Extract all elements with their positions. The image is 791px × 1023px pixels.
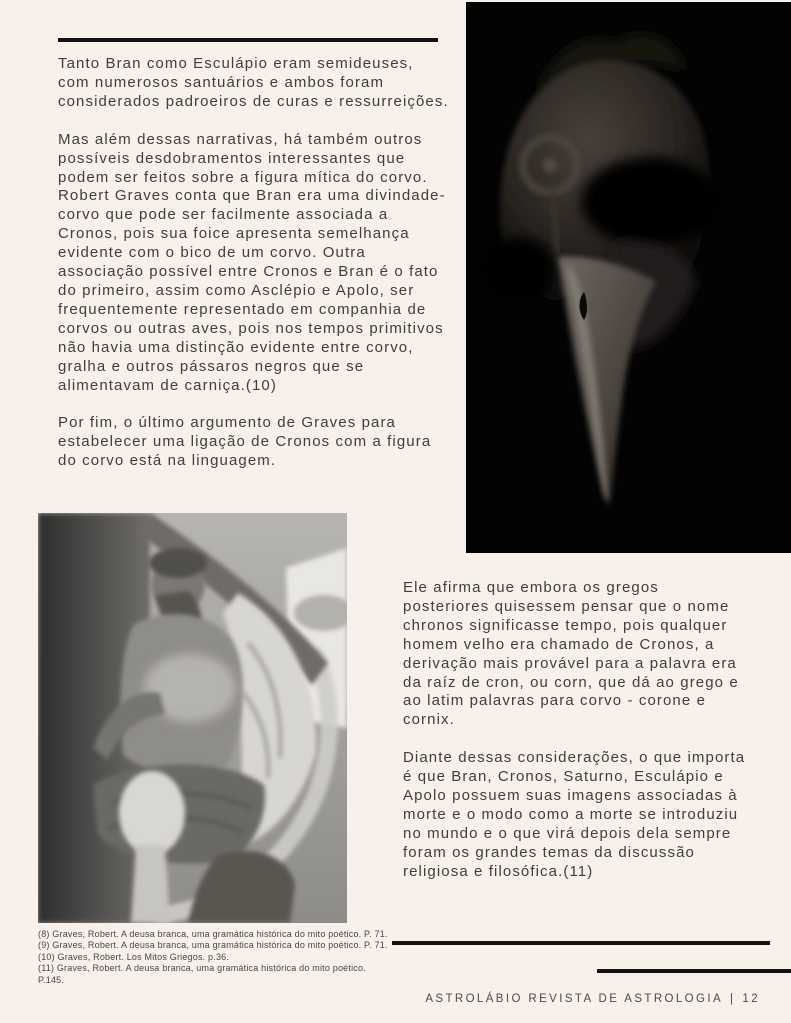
footer-separator: | xyxy=(730,993,736,1005)
footnote: (10) Graves, Robert. Los Mitos Griegos. p.36. xyxy=(38,951,230,962)
paragraph: Diante dessas considerações, o que importa é que Bran, Cronos, Saturno, Esculápio e Apolo possuem suas imagens associadas à morte e o modo como a morte se introduziu no mundo e o que virá depois dela sempre foram os grandes temas da discussão religiosa e filosófica.(11) xyxy=(403,749,746,880)
cronos-statue-photo xyxy=(38,513,347,923)
footer-rule-top xyxy=(392,941,770,945)
footnotes xyxy=(38,929,393,986)
paragraph: Mas além dessas narrativas, há também outros possíveis desdobramentos interessantes que podem ser feitos sobre a figura mítica do corvo. Robert Graves conta que Bran era uma divindade-corvo que pode ser facilmente associada a Cronos, pois sua foice apresenta semelhança evidente com o bico de um corvo. Outra associação possível entre Cronos e Bran é o fato do primeiro, assim como Asclépio e Apolo, ser frequentemente representado em companhia de corvos ou outras aves, pois nos tempos primitivos não havia uma distinção evidente entre corvo, gralha e outros pássaros negros que se alimentavam de carniça.(10) xyxy=(58,130,446,394)
plague-mask-illustration xyxy=(466,2,791,553)
left-text-column xyxy=(58,55,450,490)
paragraph: Por fim, o último argumento de Graves para estabelecer uma ligação de Cronos com a figura do corvo está na linguagem. xyxy=(58,414,432,470)
publication-name: ASTROLÁBIO REVISTA DE ASTROLOGIA xyxy=(425,993,724,1005)
paragraph: Ele afirma que embora os gregos posteriores quisessem pensar que o nome chronos significasse tempo, pois qualquer homem velho era chamado de Cronos, a derivação mais provável para a palavra era da raíz de cron, ou corn, que dá ao grego e ao latim palavras para corvo - corone e cornix. xyxy=(403,579,739,729)
right-text-column xyxy=(403,579,748,901)
footnote: (9) Graves, Robert. A deusa branca, uma gramática histórica do mito poético. P. 71. xyxy=(38,940,388,951)
footnote: (11) Graves, Robert. A deusa branca, uma gramática histórica do mito poético. P.145. xyxy=(38,963,366,985)
footnote: (8) Graves, Robert. A deusa branca, uma gramática histórica do mito poético. P. 71. xyxy=(38,929,388,939)
top-rule xyxy=(58,38,438,42)
footer-rule-bottom xyxy=(597,969,791,973)
cronos-statue-illustration xyxy=(38,513,347,923)
page-number: 12 xyxy=(742,993,760,1005)
footer xyxy=(425,993,760,1005)
paragraph: Tanto Bran como Esculápio eram semideuses, com numerosos santuários e ambos foram considerados padroeiros de curas e ressurreições. xyxy=(58,55,449,110)
plague-mask-photo xyxy=(466,2,791,553)
